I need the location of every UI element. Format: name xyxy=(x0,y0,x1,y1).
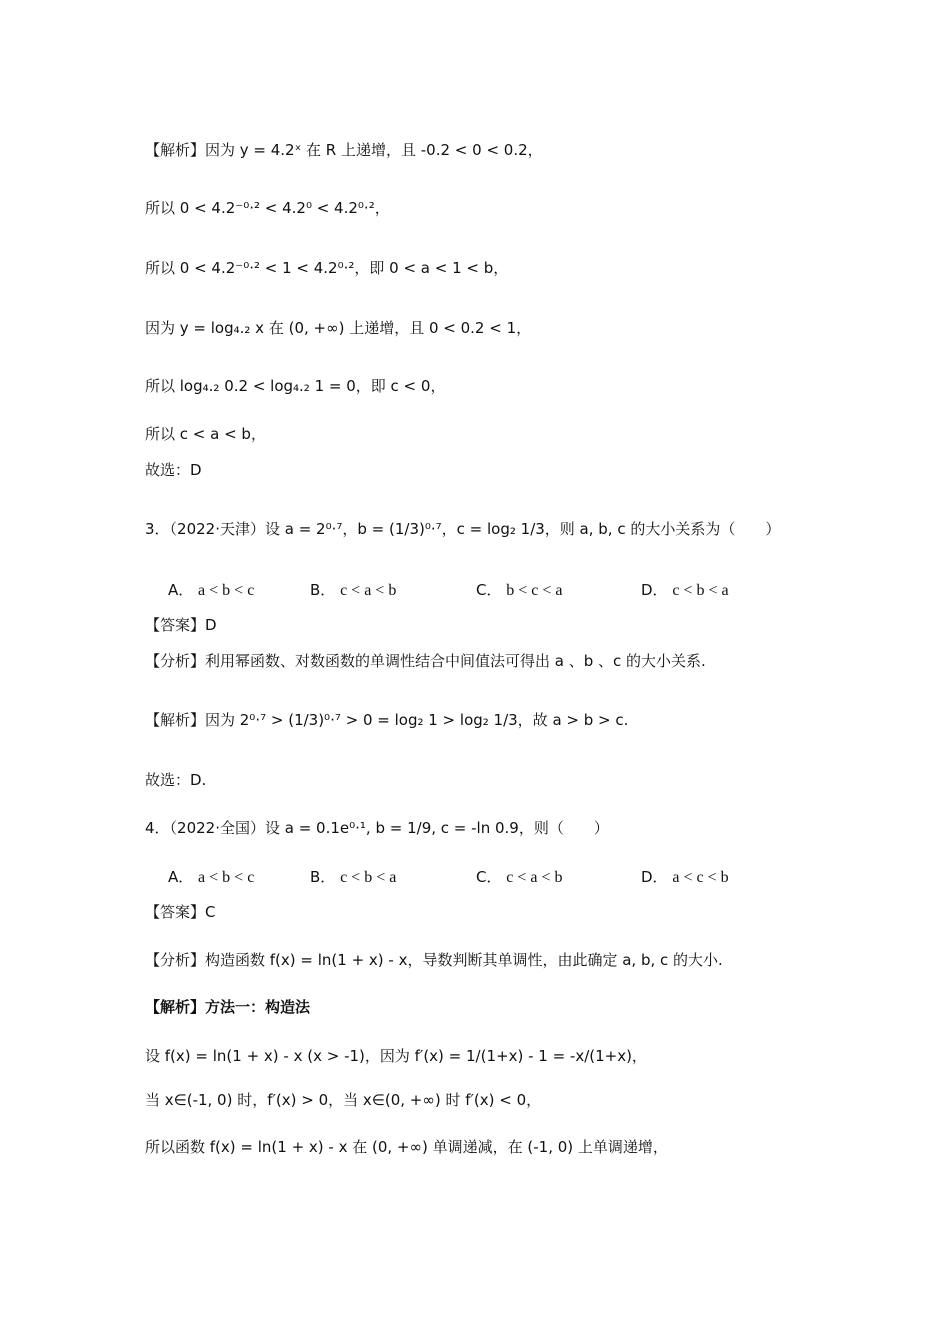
q3-answer: 【答案】D xyxy=(145,616,217,634)
q3-option-c xyxy=(476,579,563,600)
q4-solution-line-1: 设 f(x) = ln(1 + x) - x (x > -1)，因为 f′(x) = 1/(1+x) - 1 = -x/(1+x)， xyxy=(145,1047,647,1065)
option-label: A． xyxy=(168,581,194,599)
solution-line-1: 【解析】因为 y = 4.2ˣ 在 R 上递增，且 -0.2 < 0 < 0.2， xyxy=(145,141,543,159)
q4-method-heading: 【解析】方法一：构造法 xyxy=(145,998,311,1016)
option-value: a < b < c xyxy=(198,582,255,599)
solution-line-4: 因为 y = log₄.₂ x 在 (0, +∞) 上递增，且 0 < 0.2 < 1， xyxy=(145,319,532,337)
solution-line-5: 所以 log₄.₂ 0.2 < log₄.₂ 1 = 0，即 c < 0， xyxy=(145,377,446,395)
q4-answer: 【答案】C xyxy=(145,903,216,921)
option-value: c < a < b xyxy=(506,869,563,886)
option-value: b < c < a xyxy=(506,582,563,599)
option-value: a < c < b xyxy=(672,869,729,886)
solution-line-2: 所以 0 < 4.2⁻⁰·² < 4.2⁰ < 4.2⁰·²， xyxy=(145,199,390,217)
solution-line-6: 所以 c < a < b， xyxy=(145,425,266,443)
q4-option-b xyxy=(310,866,396,887)
option-value: c < a < b xyxy=(340,582,397,599)
q3-option-b xyxy=(310,579,396,600)
question-3-stem: 3．（2022·天津）设 a = 2⁰·⁷，b = (1/3)⁰·⁷，c = log₂ 1/3，则 a, b, c 的大小关系为（ ） xyxy=(145,520,781,538)
q3-option-a xyxy=(168,579,254,600)
q3-choice: 故选：D. xyxy=(145,771,207,789)
option-value: c < b < a xyxy=(672,582,729,599)
q4-analysis: 【分析】构造函数 f(x) = ln(1 + x) - x，导数判断其单调性，由此确定 a, b, c 的大小. xyxy=(145,951,723,969)
option-label: A． xyxy=(168,868,194,886)
option-label: D． xyxy=(641,581,668,599)
option-label: C． xyxy=(476,581,502,599)
q4-solution-line-3: 所以函数 f(x) = ln(1 + x) - x 在 (0, +∞) 单调递减，在 (-1, 0) 上单调递增， xyxy=(145,1138,668,1156)
option-label: B． xyxy=(310,868,336,886)
option-value: a < b < c xyxy=(198,869,255,886)
option-value: c < b < a xyxy=(340,869,397,886)
q4-option-a xyxy=(168,866,254,887)
q4-option-c xyxy=(476,866,563,887)
question-4-stem: 4．（2022·全国）设 a = 0.1e⁰·¹, b = 1/9, c = -ln 0.9，则（ ） xyxy=(145,819,609,837)
q4-solution-line-2: 当 x∈(-1, 0) 时，f′(x) > 0，当 x∈(0, +∞) 时 f′(x) < 0， xyxy=(145,1091,542,1109)
q3-solution: 【解析】因为 2⁰·⁷ > (1/3)⁰·⁷ > 0 = log₂ 1 > log₂ 1/3，故 a > b > c. xyxy=(145,711,629,729)
option-label: B． xyxy=(310,581,336,599)
answer-choice-line: 故选：D xyxy=(145,461,202,479)
q4-option-d xyxy=(641,866,729,887)
q3-option-d xyxy=(641,579,729,600)
option-label: D． xyxy=(641,868,668,886)
solution-line-3: 所以 0 < 4.2⁻⁰·² < 1 < 4.2⁰·²，即 0 < a < 1 < b， xyxy=(145,259,509,277)
q3-analysis: 【分析】利用幂函数、对数函数的单调性结合中间值法可得出 a 、b 、c 的大小关系. xyxy=(145,652,706,670)
option-label: C． xyxy=(476,868,502,886)
